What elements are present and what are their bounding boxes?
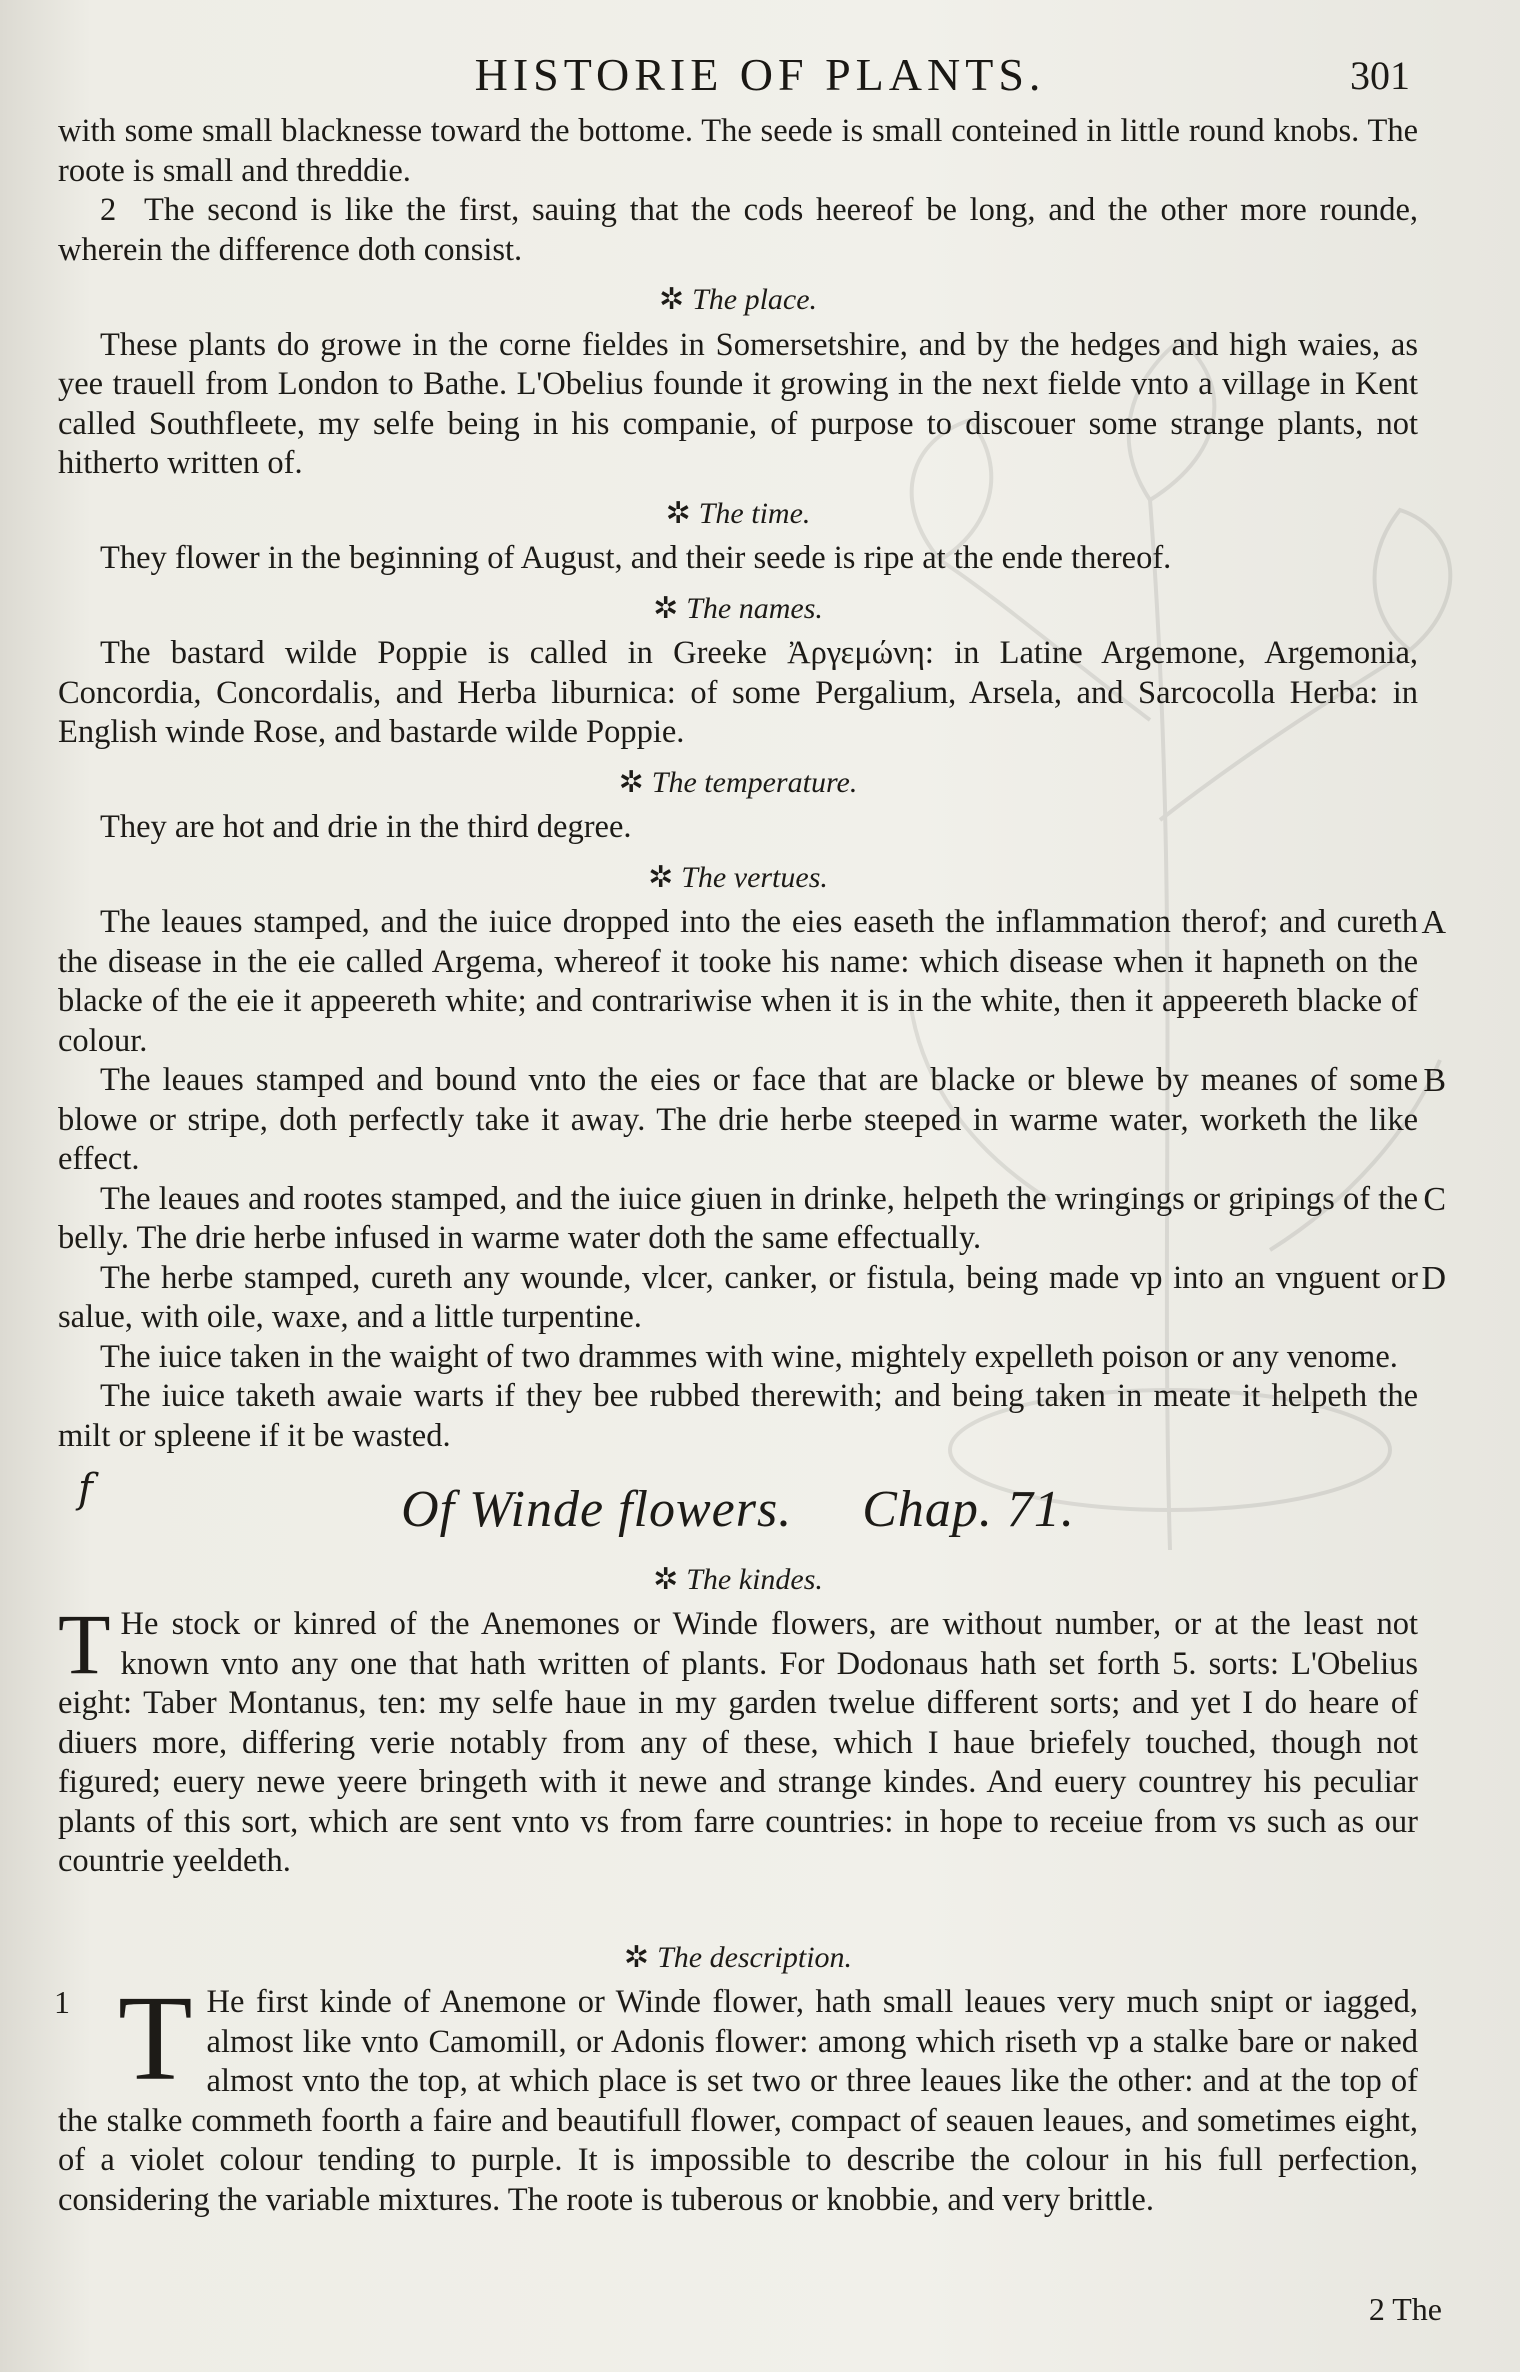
asterism-icon: ✲ bbox=[658, 283, 685, 316]
chapter-number: Chap. 71. bbox=[862, 1481, 1075, 1538]
chapter-heading bbox=[58, 1481, 1418, 1538]
margin-letter: D bbox=[1421, 1259, 1446, 1297]
margin-letter: A bbox=[1421, 904, 1446, 941]
continuation-paragraph: with some small blacknesse toward the bottome. The seede is small conteined in little round knobs. The roote is small and threddie. bbox=[58, 113, 1418, 189]
asterism-icon: ✲ bbox=[653, 591, 679, 625]
names-paragraph: The bastard wilde Poppie is called in Greeke Ἀργεμώνη: in Latine Argemone, Argemonia, Concordia, Concordalis, and Herba liburnica: of some Pergalium, Arsela, and Sarcocolla Herba: in English winde Rose, and bastarde wilde Poppie. bbox=[58, 635, 1418, 750]
item-2-paragraph bbox=[58, 191, 1418, 270]
drop-cap: T bbox=[118, 1971, 193, 2106]
heading-temperature: ✲ The temperature. bbox=[618, 765, 858, 799]
page-number: 301 bbox=[1350, 53, 1410, 98]
temperature-paragraph: They are hot and drie in the third degree. bbox=[100, 809, 632, 845]
item-number: 2 bbox=[100, 192, 117, 228]
description-paragraph: 1 T He first kinde of Anemone or Winde flower, hath small leaues very much snipt or iagged, almost like vnto Camomill, or Adonis flower: among which riseth vp a stalke bare or naked almost vnto the top, at which place is set two or three leaues like the other: and at the top of the stalke commeth foorth a faire and beautifull flower, compact of seauen leaues, and sometimes eight, of a violet colour tending to purple. It is impossible to describe the colour in his full perfection, considering the variable mixtures. The roote is tuberous or knobbie, and very brittle. bbox=[54, 1971, 1418, 2218]
vertue-paragraph-e: The iuice taken in the waight of two drammes with wine, mightely expelleth poison or any venome. bbox=[100, 1338, 1398, 1375]
running-head: HISTORIE OF PLANTS. bbox=[474, 49, 1046, 100]
heading-time: ✲ The time. bbox=[665, 496, 811, 530]
heading-description: ✲ The description. bbox=[623, 1940, 853, 1974]
place-paragraph: These plants do growe in the corne fieldes in Somersetshire, and by the hedges and high waies, as yee trauell from London to Bathe. L'Obelius founde it growing in the next fielde vnto a village in Kent called Southfleete, my selfe being in his companie, of purpose to discouer some strange plants, not hitherto written of. bbox=[58, 326, 1418, 481]
item-2-text: The second is like the first, sauing that the cods heereof be long, and the other more rounde, wherein the difference doth consist. bbox=[58, 192, 1418, 268]
margin-letter: C bbox=[1423, 1180, 1446, 1218]
heading-vertues: ✲ The vertues. bbox=[648, 860, 828, 894]
drop-cap: T bbox=[58, 1596, 111, 1692]
kindes-paragraph: T He stock or kinred of the Anemones or Winde flowers, are without number, or at the least not known vnto any one that hath written of plants. For Dodonaus hath set forth 5. sorts: L'Obelius eight: Taber Montanus, ten: my selfe haue in my garden twelue different sorts; and yet I do heare of diuers more, differing verie notably from any of these, which I haue briefely touched, though not figured; euery newe yeere bringeth with it newe and strange kindes. And euery countrey his peculiar plants of this sort, which are sent vnto vs from farre countries: in hope to receiue from vs such as our countrie yeeldeth. bbox=[58, 1596, 1418, 1879]
asterism-icon: ✲ bbox=[618, 765, 644, 799]
vertue-paragraph-b: The leaues stamped and bound vnto the eies or face that are blacke or blewe by meanes of some blowe or stripe, doth perfectly take it away. The drie herbe steeped in warme water, worketh the like effect. B bbox=[58, 1062, 1446, 1177]
time-paragraph: They flower in the beginning of August, and their seede is ripe at the ende thereof. bbox=[100, 540, 1172, 576]
asterism-icon: ✲ bbox=[648, 860, 674, 894]
item-number: 1 bbox=[54, 1984, 70, 2020]
heading-kindes: ✲ The kindes. bbox=[653, 1562, 823, 1596]
page-text bbox=[54, 112, 1446, 2220]
asterism-icon: ✲ bbox=[623, 1940, 650, 1974]
catchword: 2 The bbox=[1368, 2291, 1442, 2327]
heading-place: ✲ The place. bbox=[658, 283, 818, 316]
margin-letter: B bbox=[1423, 1062, 1446, 1099]
vertue-paragraph-f: The iuice taketh awaie warts if they bee rubbed therewith; and being taken in meate it helpeth the milt or spleene if it be wasted. bbox=[58, 1378, 1418, 1454]
vertue-paragraph-a: The leaues stamped, and the iuice dropped into the eies easeth the inflammation therof; and cureth the disease in the eie called Argema, whereof it tooke his name: which disease when it hapneth on the blacke of the eie it appeereth white; and contrariwise when it is in the white, then it appeereth blacke of colour. A bbox=[58, 904, 1446, 1059]
asterism-icon: ✲ bbox=[653, 1562, 679, 1596]
asterism-icon: ✲ bbox=[665, 496, 691, 530]
chapter-title: Of Winde flowers. bbox=[401, 1481, 793, 1538]
vertue-paragraph-d: The herbe stamped, cureth any wounde, vlcer, canker, or fistula, being made vp into an vnguent or salue, with oile, waxe, and a little turpentine. D bbox=[58, 1259, 1446, 1335]
stray-mark: f bbox=[78, 1466, 93, 1512]
vertue-paragraph-c: The leaues and rootes stamped, and the iuice giuen in drinke, helpeth the wringings or gripings of the belly. The drie herbe infused in warme water doth the same effectually. C bbox=[58, 1180, 1446, 1256]
heading-names: ✲ The names. bbox=[653, 591, 823, 625]
